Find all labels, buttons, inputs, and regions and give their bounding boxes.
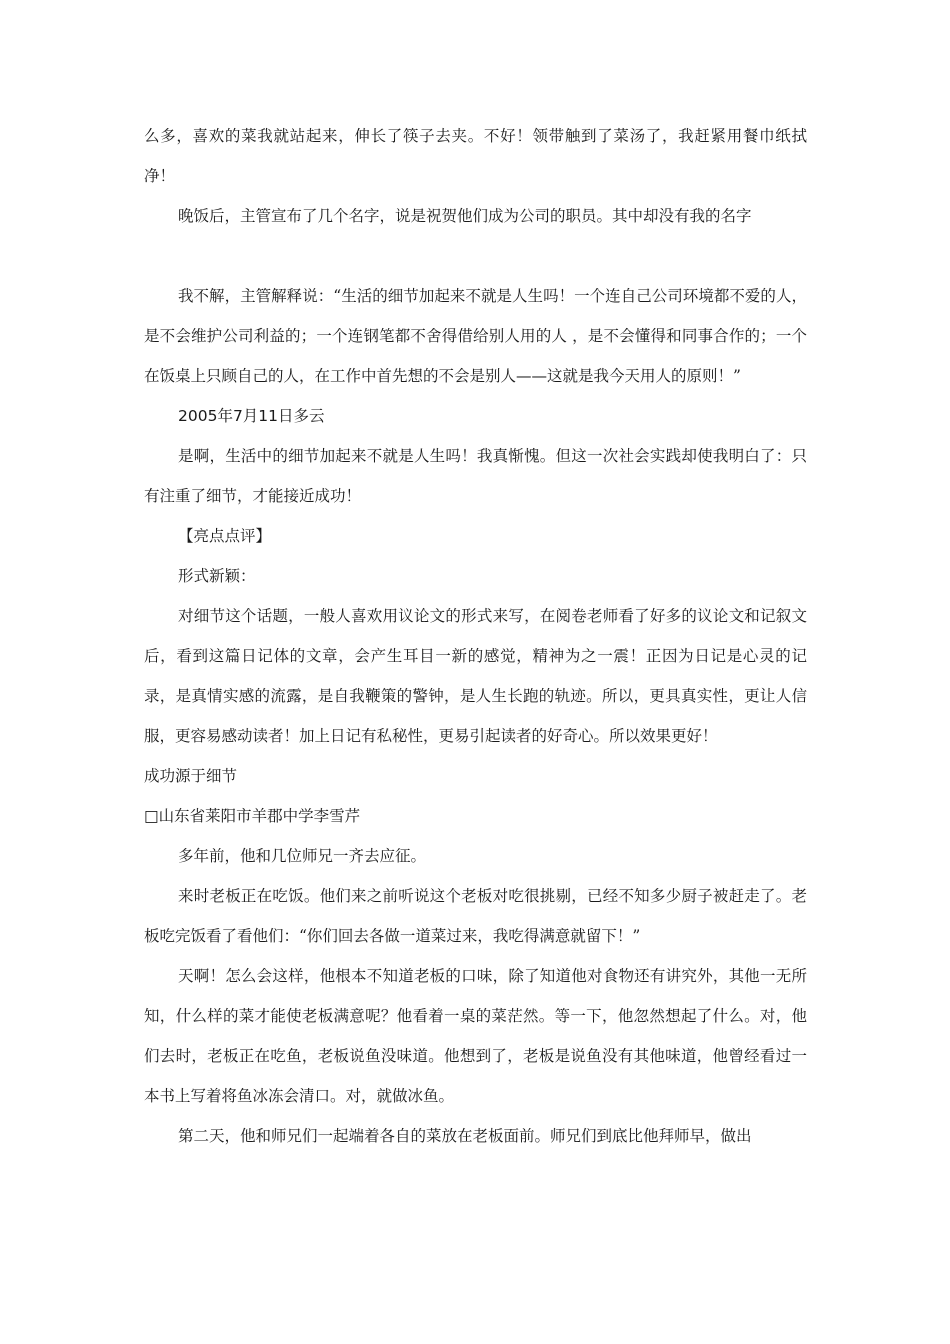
author-line: □山东省莱阳市羊郡中学李雪芹 — [144, 807, 361, 825]
blank-line — [144, 236, 807, 276]
body-paragraph: 我不解，主管解释说：“生活的细节加起来不就是人生吗！一个连自己公司环境都不爱的人，是不会维护公司利益的；一个连钢笔都不舍得借给别人用的人 ，是不会懂得和同事合作的；一个在饭桌上只顾自己的人，在工作中首先想的不会是别人——这就是我今天用人的原则！” — [144, 287, 807, 385]
diary-date-line: 2005年7月11日多云 — [178, 407, 325, 425]
comment-heading: 【亮点点评】 — [178, 527, 272, 545]
body-paragraph: 是啊，生活中的细节加起来不就是人生吗！我真惭愧。但这一次社会实践却使我明白了：只有注重了细节，才能接近成功！ — [144, 447, 807, 505]
comment-subheading: 形式新颖： — [178, 567, 256, 585]
article-title: 成功源于细节 — [144, 767, 238, 785]
body-paragraph: 第二天，他和师兄们一起端着各自的菜放在老板面前。师兄们到底比他拜师早，做出 — [178, 1127, 752, 1145]
document-page — [144, 116, 807, 1156]
body-paragraph: 来时老板正在吃饭。他们来之前听说这个老板对吃很挑剔，已经不知多少厨子被赶走了。老板吃完饭看了看他们：“你们回去各做一道菜过来，我吃得满意就留下！” — [144, 887, 807, 945]
body-paragraph: 么多，喜欢的菜我就站起来，伸长了筷子去夹。不好！领带触到了菜汤了，我赶紧用餐巾纸拭净！ — [144, 127, 807, 185]
comment-paragraph: 对细节这个话题，一般人喜欢用议论文的形式来写，在阅卷老师看了好多的议论文和记叙文后，看到这篇日记体的文章，会产生耳目一新的感觉，精神为之一震！正因为日记是心灵的记录，是真情实感的流露，是自我鞭策的警钟，是人生长跑的轨迹。所以，更具真实性，更让人信服，更容易感动读者！加上日记有私秘性，更易引起读者的好奇心。所以效果更好！ — [144, 607, 807, 745]
body-paragraph: 天啊！怎么会这样，他根本不知道老板的口味，除了知道他对食物还有讲究外，其他一无所知，什么样的菜才能使老板满意呢？他看着一桌的菜茫然。等一下，他忽然想起了什么。对，他们去时，老板正在吃鱼，老板说鱼没味道。他想到了，老板是说鱼没有其他味道，他曾经看过一本书上写着将鱼冰冻会清口。对，就做冰鱼。 — [144, 967, 807, 1105]
body-paragraph: 多年前，他和几位师兄一齐去应征。 — [178, 847, 427, 865]
body-paragraph: 晚饭后，主管宣布了几个名字，说是祝贺他们成为公司的职员。其中却没有我的名字 — [178, 207, 752, 225]
